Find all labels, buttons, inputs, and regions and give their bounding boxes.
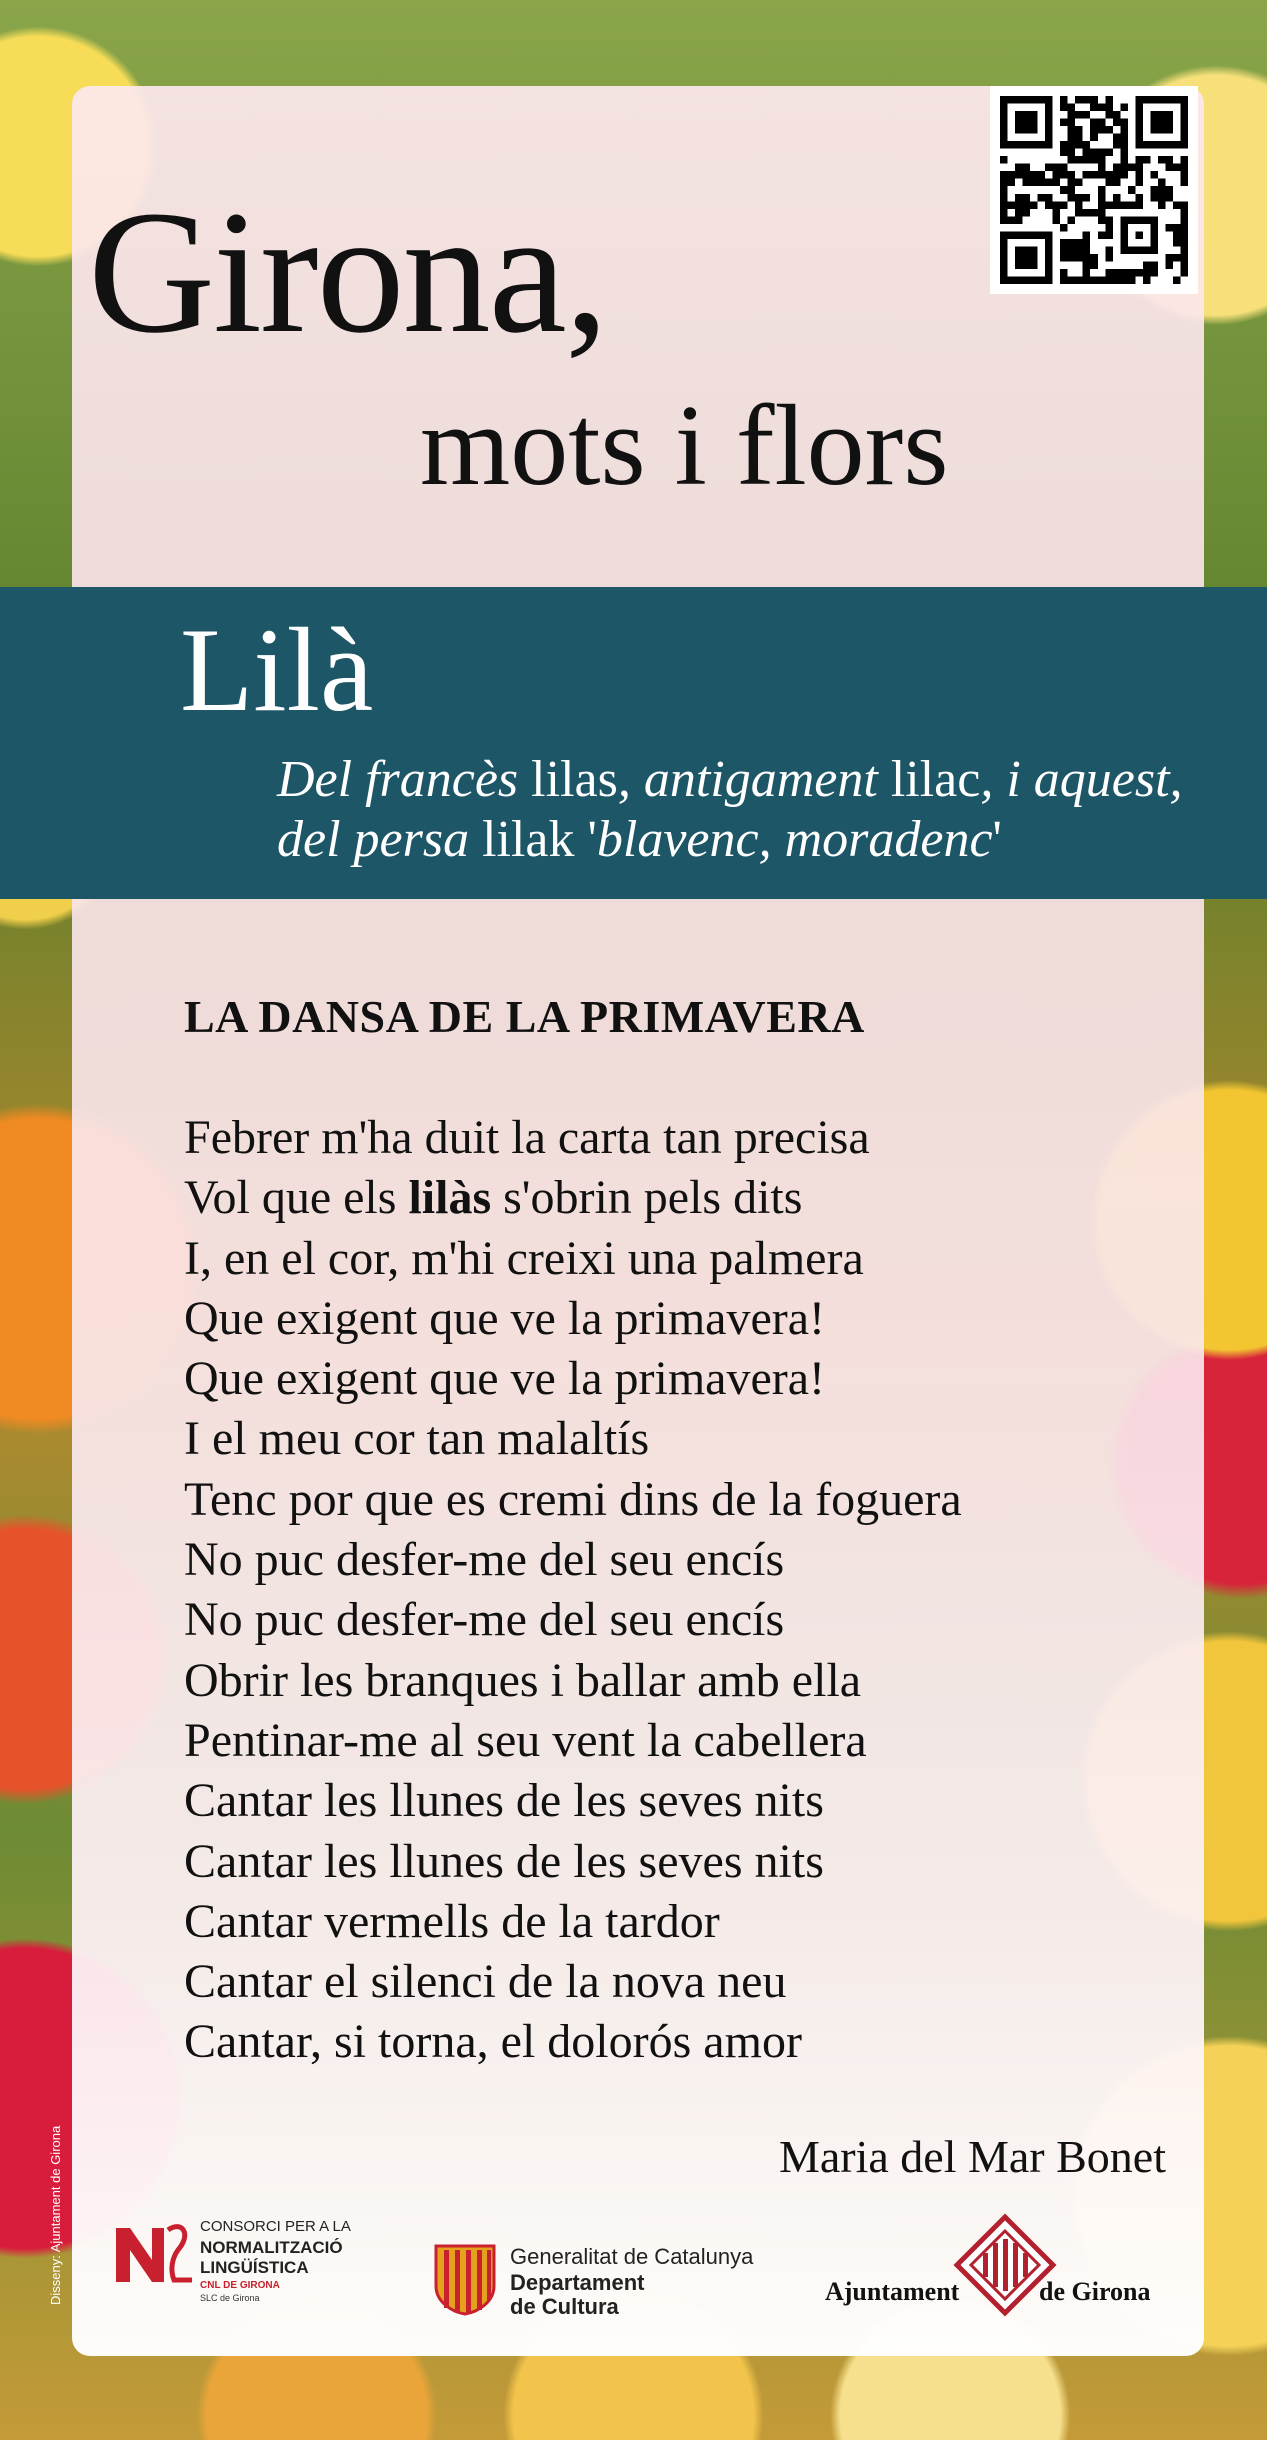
poem-author: Maria del Mar Bonet	[778, 2131, 1166, 2182]
poem-text-run: Tenc por que es cremi dins de la foguera	[184, 1472, 962, 1526]
cnl-logo-line3: LINGÜÍSTICA	[200, 2258, 309, 2277]
poem-line	[184, 1289, 962, 1349]
etymology-run: lilac	[890, 751, 981, 808]
poem-line	[184, 1108, 962, 1168]
generalitat-logo-icon	[432, 2242, 498, 2316]
generalitat-logo-line3: de Cultura	[510, 2294, 619, 2319]
poem-highlight-word: lilàs	[408, 1171, 492, 1225]
poem-line	[184, 1530, 962, 1590]
poem-text-run: No puc desfer-me del seu encís	[184, 1593, 785, 1647]
generalitat-logo-line2: Departament	[510, 2270, 645, 2295]
poem-text-run: Que exigent que ve la primavera!	[184, 1291, 826, 1345]
poem-line	[184, 1832, 962, 1892]
poem-text-run: Obrir les branques i ballar amb ella	[184, 1653, 862, 1707]
etymology-run: lilak	[482, 811, 575, 868]
poem-line	[184, 1590, 962, 1650]
entry-word: Lilà	[180, 603, 374, 736]
poem-line	[184, 1952, 962, 2012]
poem-text-run: No puc desfer-me del seu encís	[184, 1533, 785, 1587]
ajuntament-logo-left: Ajuntament	[825, 2277, 960, 2306]
poem-line	[184, 1229, 962, 1289]
poem-title: LA DANSA DE LA PRIMAVERA	[184, 991, 865, 1042]
poem-line	[184, 1892, 962, 1952]
poem-text-run: Que exigent que ve la primavera!	[184, 1352, 826, 1406]
poem-line	[184, 1168, 962, 1228]
page-title: Girona,	[88, 175, 607, 370]
poem-line	[184, 1409, 962, 1469]
poem-text-run: Cantar vermells de la tardor	[184, 1894, 720, 1948]
poem-text-run: Cantar el silenci de la nova neu	[184, 1955, 787, 2009]
etymology-run: lilas	[531, 751, 618, 808]
poem-text-run: I el meu cor tan malaltís	[184, 1412, 650, 1466]
cnl-logo-line1: CONSORCI PER A LA	[200, 2218, 351, 2235]
poem-text-run: Vol que els	[184, 1171, 409, 1225]
cnl-logo-icon	[112, 2220, 196, 2290]
poem-text-run: Cantar, si torna, el dolorós amor	[184, 2015, 802, 2069]
poem-body	[184, 1108, 962, 2073]
poem-line	[184, 2012, 962, 2072]
generalitat-logo-line1: Generalitat de Catalunya	[510, 2244, 754, 2269]
etymology-run: '	[992, 811, 1002, 868]
cnl-logo-line2: NORMALITZACIÓ	[200, 2238, 343, 2257]
etymology-run: '	[574, 811, 597, 868]
poem-line	[184, 1771, 962, 1831]
qr-code-icon[interactable]	[990, 86, 1198, 294]
poem-text-run: Febrer m'ha duit la carta tan precisa	[184, 1111, 870, 1164]
etymology-run: blavenc, moradenc	[596, 811, 993, 868]
generalitat-logo[interactable]	[432, 2240, 792, 2320]
etymology-run: , i aquest, del persa	[277, 751, 1183, 868]
ajuntament-logo[interactable]	[825, 2215, 1170, 2315]
cnl-logo-line5: SLC de Girona	[200, 2293, 260, 2303]
etymology-run: , antigament	[617, 751, 891, 808]
cnl-logo[interactable]	[112, 2218, 352, 2318]
poem-line	[184, 1349, 962, 1409]
poem-text-run: I, en el cor, m'hi creixi una palmera	[184, 1231, 864, 1285]
poem-text-run: Cantar les llunes de les seves nits	[184, 1774, 824, 1828]
poem-line	[184, 1651, 962, 1711]
cnl-logo-line4: CNL DE GIRONA	[200, 2280, 280, 2291]
design-credit: Disseny: Ajuntament de Girona	[48, 2125, 63, 2305]
entry-etymology	[277, 750, 1237, 870]
page-subtitle: mots i flors	[420, 382, 949, 510]
etymology-run: Del francès	[277, 751, 532, 808]
ajuntament-logo-right: de Girona	[1039, 2277, 1151, 2306]
poem-line	[184, 1711, 962, 1771]
poem-line	[184, 1470, 962, 1530]
poem-text-run: Cantar les llunes de les seves nits	[184, 1834, 824, 1888]
poem-text-run: Pentinar-me al seu vent la cabellera	[184, 1713, 867, 1767]
poem-text-run: s'obrin pels dits	[491, 1171, 803, 1225]
